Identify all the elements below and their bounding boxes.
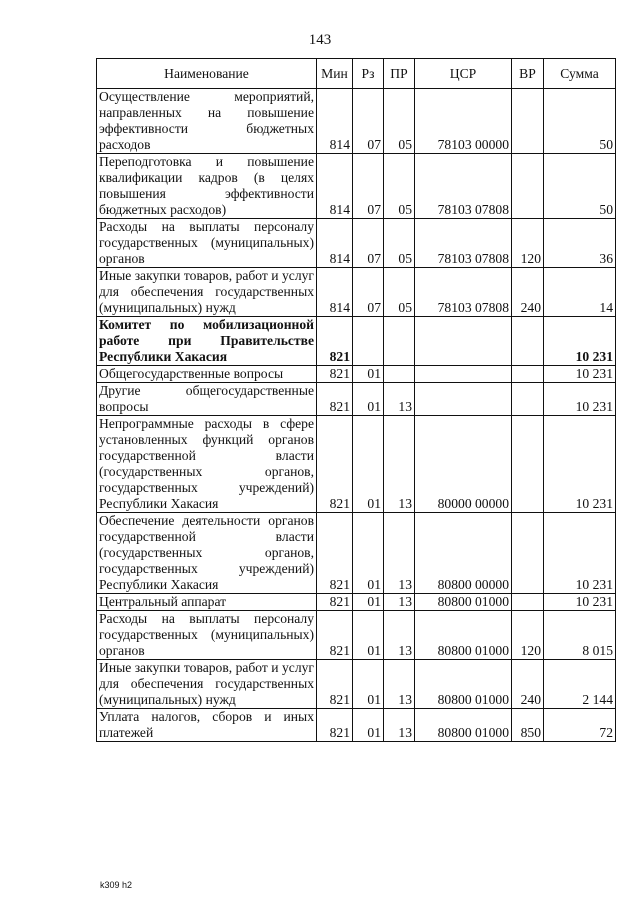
table-row	[97, 366, 616, 383]
row-csr: 80800 00000	[415, 513, 512, 594]
row-sum: 10 231	[544, 416, 616, 513]
table-row	[97, 709, 616, 742]
row-name: Расходы на выплаты персоналу государственных (муниципальных) органов	[97, 611, 317, 660]
row-pr	[384, 366, 415, 383]
row-csr: 80800 01000	[415, 594, 512, 611]
row-name: Иные закупки товаров, работ и услуг для обеспечения государственных (муниципальных) нужд	[97, 660, 317, 709]
header-min: Мин	[317, 59, 353, 89]
row-pr	[384, 317, 415, 366]
row-pr: 05	[384, 89, 415, 154]
header-rz: Рз	[353, 59, 384, 89]
row-csr: 80000 00000	[415, 416, 512, 513]
row-pr: 13	[384, 513, 415, 594]
row-rz: 01	[353, 513, 384, 594]
row-name: Центральный аппарат	[97, 594, 317, 611]
table-header-row	[97, 59, 616, 89]
row-name: Осуществление мероприятий, направленных на повышение эффективности бюджетных расходов	[97, 89, 317, 154]
row-csr	[415, 366, 512, 383]
row-rz: 07	[353, 219, 384, 268]
row-name: Иные закупки товаров, работ и услуг для обеспечения государственных (муниципальных) нужд	[97, 268, 317, 317]
table-row	[97, 89, 616, 154]
table-row	[97, 416, 616, 513]
row-vr	[512, 383, 544, 416]
row-sum: 10 231	[544, 317, 616, 366]
row-name: Расходы на выплаты персоналу государственных (муниципальных) органов	[97, 219, 317, 268]
row-rz: 01	[353, 416, 384, 513]
row-min: 821	[317, 317, 353, 366]
header-vr: ВР	[512, 59, 544, 89]
row-pr: 13	[384, 660, 415, 709]
row-rz: 01	[353, 366, 384, 383]
table-row	[97, 513, 616, 594]
row-min: 821	[317, 709, 353, 742]
row-vr: 240	[512, 268, 544, 317]
row-name: Другие общегосударственные вопросы	[97, 383, 317, 416]
row-pr: 05	[384, 268, 415, 317]
table-row	[97, 660, 616, 709]
row-vr: 850	[512, 709, 544, 742]
row-name: Обеспечение деятельности органов государственной власти (государственных органов, государственных учреждений) Республики Хакасия	[97, 513, 317, 594]
table-row	[97, 154, 616, 219]
table-row	[97, 594, 616, 611]
header-csr: ЦСР	[415, 59, 512, 89]
row-vr: 120	[512, 611, 544, 660]
row-min: 821	[317, 513, 353, 594]
row-vr	[512, 154, 544, 219]
table-row	[97, 219, 616, 268]
row-min: 814	[317, 219, 353, 268]
row-name: Общегосударственные вопросы	[97, 366, 317, 383]
row-csr	[415, 383, 512, 416]
footer-code: k309 h2	[100, 880, 133, 890]
row-csr: 80800 01000	[415, 611, 512, 660]
row-min: 814	[317, 154, 353, 219]
row-pr: 13	[384, 611, 415, 660]
row-sum: 8 015	[544, 611, 616, 660]
row-vr	[512, 89, 544, 154]
row-sum: 10 231	[544, 383, 616, 416]
row-pr: 13	[384, 383, 415, 416]
row-vr	[512, 366, 544, 383]
row-vr: 120	[512, 219, 544, 268]
row-sum: 10 231	[544, 366, 616, 383]
row-csr: 78103 07808	[415, 268, 512, 317]
row-min: 821	[317, 366, 353, 383]
row-sum: 36	[544, 219, 616, 268]
header-pr: ПР	[384, 59, 415, 89]
row-vr	[512, 594, 544, 611]
header-name: Наименование	[97, 59, 317, 89]
row-vr	[512, 416, 544, 513]
row-vr	[512, 513, 544, 594]
row-sum: 14	[544, 268, 616, 317]
row-min: 814	[317, 89, 353, 154]
row-rz: 07	[353, 89, 384, 154]
table-row	[97, 268, 616, 317]
table-row	[97, 383, 616, 416]
table-row	[97, 611, 616, 660]
row-sum: 2 144	[544, 660, 616, 709]
row-vr	[512, 317, 544, 366]
row-csr: 78103 07808	[415, 154, 512, 219]
row-rz: 07	[353, 154, 384, 219]
row-pr: 13	[384, 416, 415, 513]
row-rz: 01	[353, 660, 384, 709]
row-min: 821	[317, 660, 353, 709]
row-csr: 80800 01000	[415, 709, 512, 742]
row-rz: 01	[353, 383, 384, 416]
row-min: 821	[317, 594, 353, 611]
row-pr: 13	[384, 594, 415, 611]
header-sum: Сумма	[544, 59, 616, 89]
row-rz	[353, 317, 384, 366]
table-row	[97, 317, 616, 366]
row-csr: 78103 00000	[415, 89, 512, 154]
row-sum: 10 231	[544, 594, 616, 611]
row-rz: 07	[353, 268, 384, 317]
row-csr: 78103 07808	[415, 219, 512, 268]
row-rz: 01	[353, 611, 384, 660]
row-csr	[415, 317, 512, 366]
row-pr: 05	[384, 219, 415, 268]
row-vr: 240	[512, 660, 544, 709]
row-name: Непрограммные расходы в сфере установленных функций органов государственной власти (государственных органов, государственных учреждений) Республики Хакасия	[97, 416, 317, 513]
row-min: 814	[317, 268, 353, 317]
page-number: 143	[308, 32, 332, 48]
row-pr: 05	[384, 154, 415, 219]
row-name: Переподготовка и повышение квалификации кадров (в целях повышения эффективности бюджетных расходов)	[97, 154, 317, 219]
row-name: Комитет по мобилизационной работе при Правительстве Республики Хакасия	[97, 317, 317, 366]
row-min: 821	[317, 416, 353, 513]
row-rz: 01	[353, 709, 384, 742]
row-min: 821	[317, 383, 353, 416]
row-rz: 01	[353, 594, 384, 611]
row-sum: 72	[544, 709, 616, 742]
row-sum: 50	[544, 154, 616, 219]
row-sum: 50	[544, 89, 616, 154]
row-pr: 13	[384, 709, 415, 742]
budget-table	[96, 58, 616, 742]
row-name: Уплата налогов, сборов и иных платежей	[97, 709, 317, 742]
row-sum: 10 231	[544, 513, 616, 594]
row-min: 821	[317, 611, 353, 660]
row-csr: 80800 01000	[415, 660, 512, 709]
